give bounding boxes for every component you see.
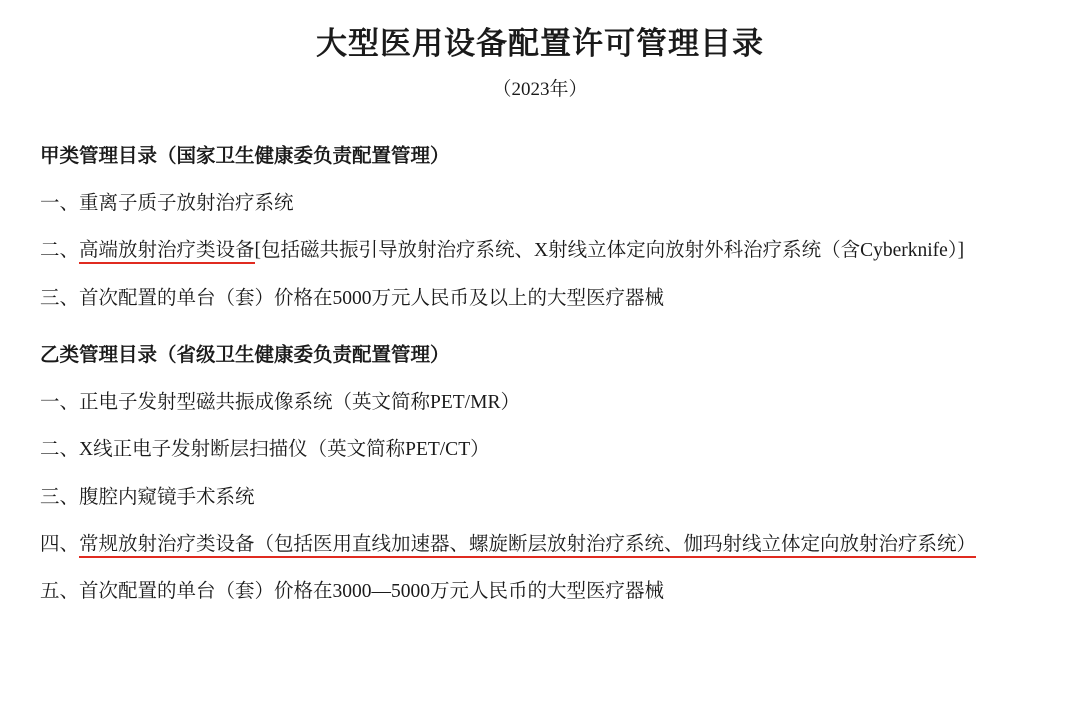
- item-text: 重离子质子放射治疗系统: [79, 193, 294, 215]
- list-item: [40, 474, 1040, 521]
- section-heading: 乙类管理目录（省级卫生健康委负责配置管理）: [40, 344, 450, 366]
- item-number: 一、: [40, 392, 80, 414]
- list-item: [40, 275, 1040, 322]
- item-highlight: 高端放射治疗类设备: [79, 240, 255, 264]
- list-item: [40, 521, 1040, 568]
- item-text: [包括磁共振引导放射治疗系统、X射线立体定向放射外科治疗系统（含Cyberknife）]: [254, 240, 965, 262]
- document-body: [40, 133, 1040, 616]
- item-number: 五、: [40, 581, 80, 603]
- item-text: 正电子发射型磁共振成像系统（英文简称PET/MR）: [79, 392, 520, 414]
- item-number: 二、: [40, 240, 80, 262]
- list-item: [40, 426, 1040, 473]
- item-number: 四、: [40, 533, 80, 555]
- item-number: 三、: [40, 287, 80, 309]
- section-yi: [40, 332, 1040, 616]
- item-text: 腹腔内窥镜手术系统: [79, 486, 255, 508]
- item-highlight: 常规放射治疗类设备（包括医用直线加速器、螺旋断层放射治疗系统、伽玛射线立体定向放射治疗系统）: [79, 534, 976, 558]
- item-number: 三、: [40, 486, 80, 508]
- item-text: X线正电子发射断层扫描仪（英文简称PET/CT）: [79, 439, 490, 461]
- item-text: 首次配置的单台（套）价格在3000—5000万元人民币的大型医疗器械: [79, 581, 665, 603]
- item-text: 首次配置的单台（套）价格在5000万元人民币及以上的大型医疗器械: [79, 287, 665, 309]
- item-number: 一、: [40, 193, 80, 215]
- list-item: [40, 227, 1040, 274]
- list-item: [40, 568, 1040, 615]
- list-item: [40, 180, 1040, 227]
- section-divider: [40, 322, 1040, 332]
- page-subtitle: （2023年）: [492, 79, 588, 101]
- section-jia: [40, 133, 1040, 322]
- list-item: [40, 379, 1040, 426]
- page-title: 大型医用设备配置许可管理目录: [316, 26, 764, 61]
- item-number: 二、: [40, 439, 80, 461]
- section-heading: 甲类管理目录（国家卫生健康委负责配置管理）: [40, 145, 450, 167]
